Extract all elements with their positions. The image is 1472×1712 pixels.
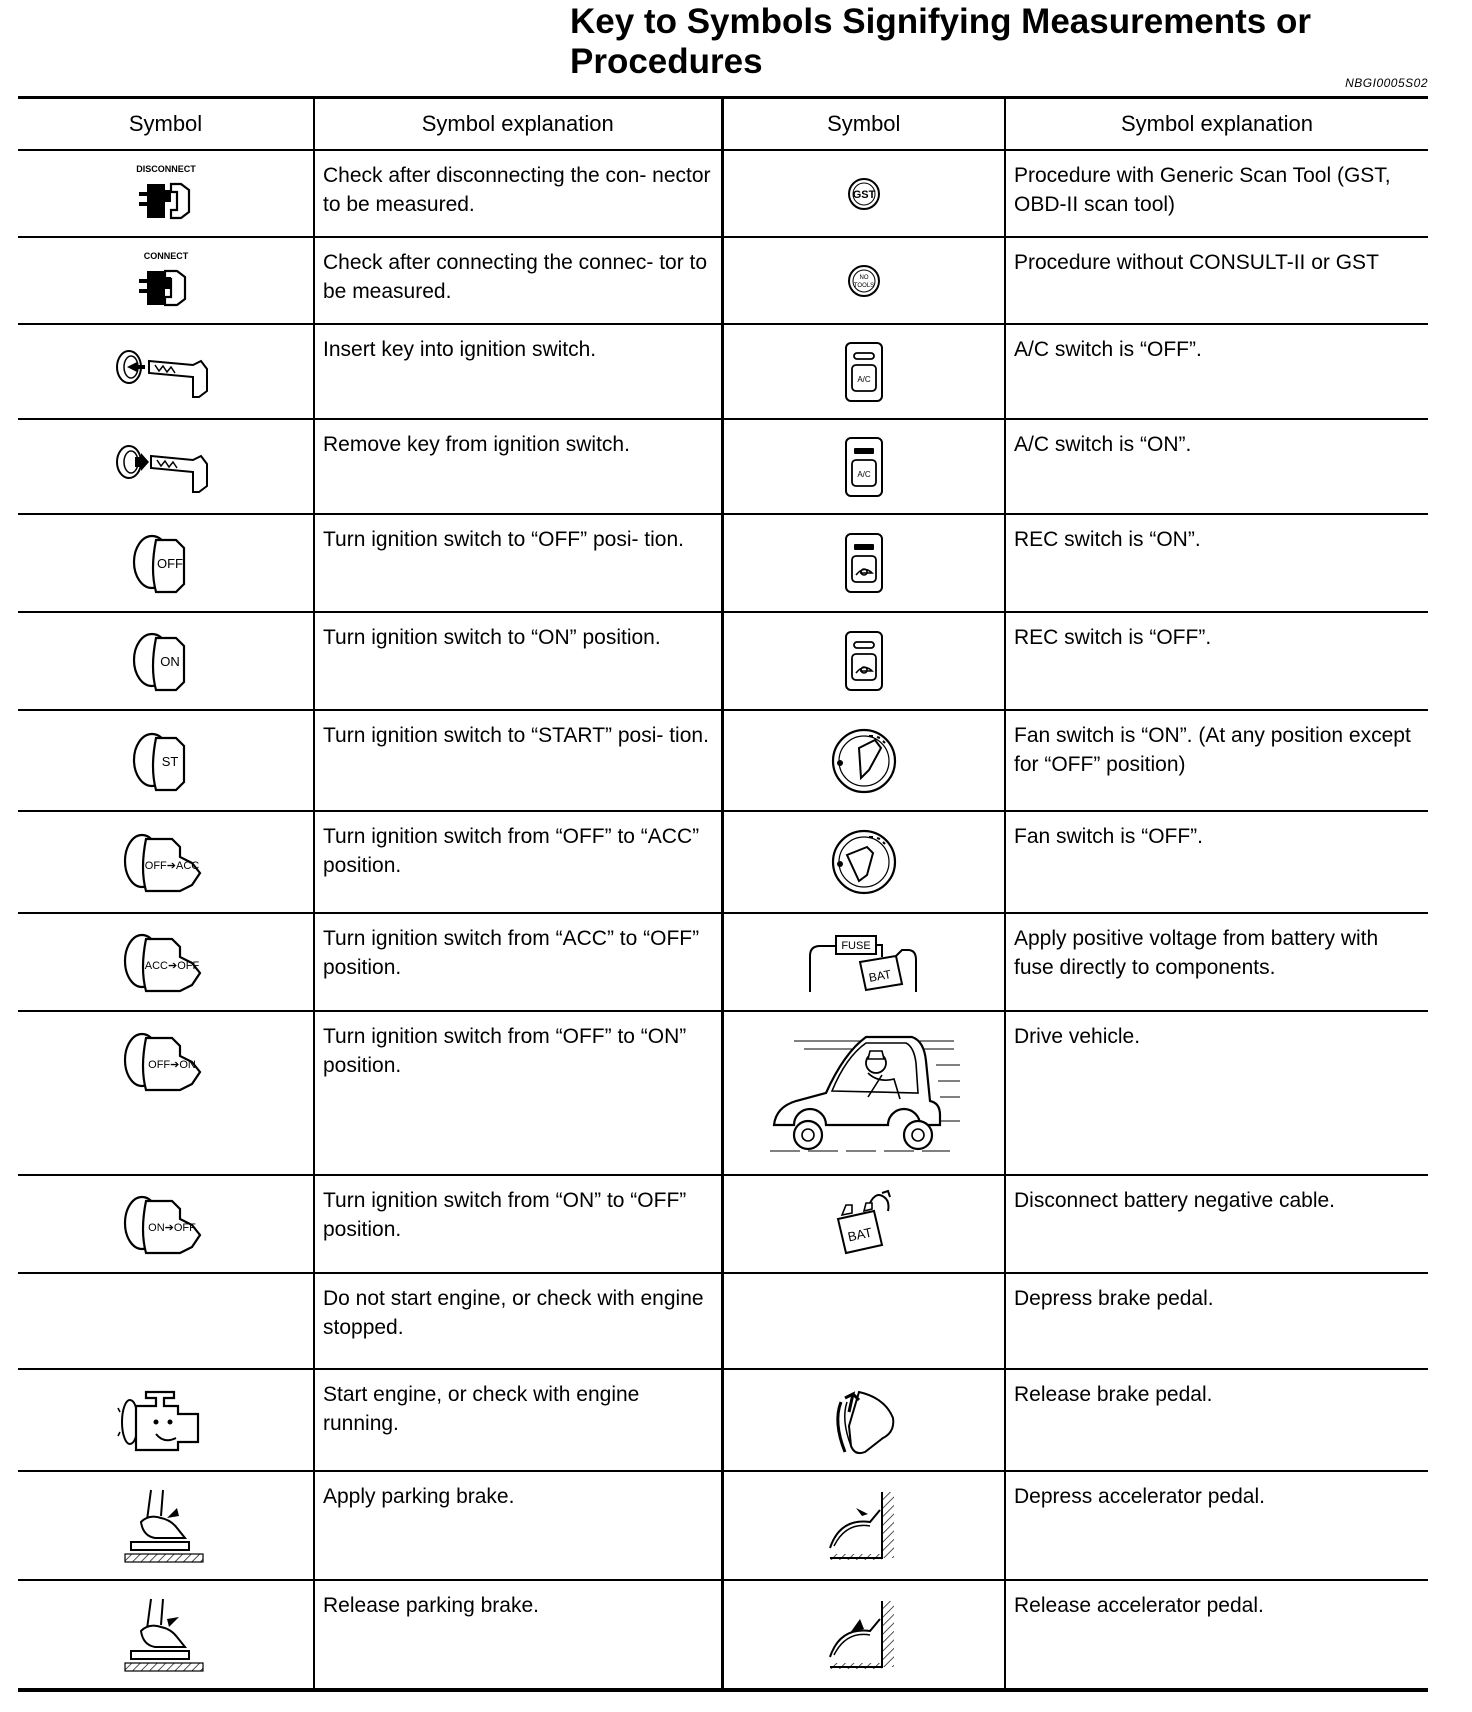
left-explanation: Do not start engine, or check with engine stopped. (314, 1273, 722, 1369)
connect-label: CONNECT (143, 250, 188, 261)
table-row (18, 150, 1428, 237)
right-explanation: Release accelerator pedal. (1005, 1580, 1428, 1690)
right-explanation: Procedure without CONSULT-II or GST (1005, 237, 1428, 324)
bat-label: BAT (846, 1224, 874, 1245)
off-on-label: OFF➔ON (147, 1059, 196, 1071)
apply-parking-brake-icon (121, 1488, 211, 1564)
depress-accelerator-icon (826, 1488, 902, 1564)
gst-icon (844, 174, 884, 214)
ignition-on-to-off-icon (118, 1187, 214, 1261)
no-tools-icon (844, 261, 884, 301)
right-explanation: Release brake pedal. (1005, 1369, 1428, 1471)
no-tools-label-2: TOOLS (853, 282, 874, 289)
table-row (18, 1369, 1428, 1471)
disconnect-label: DISCONNECT (135, 163, 196, 174)
left-explanation: Insert key into ignition switch. (314, 324, 722, 419)
left-explanation: Apply parking brake. (314, 1471, 722, 1580)
right-explanation: Drive vehicle. (1005, 1011, 1428, 1175)
remove-key-icon (111, 432, 221, 502)
right-explanation: A/C switch is “ON”. (1005, 419, 1428, 514)
ac-switch-off-icon (842, 341, 886, 403)
left-explanation: Turn ignition switch from “OFF” to “ACC” position. (314, 811, 722, 913)
drive-vehicle-icon (764, 1025, 964, 1161)
right-explanation: Depress brake pedal. (1005, 1273, 1428, 1369)
right-explanation: REC switch is “ON”. (1005, 514, 1428, 612)
table-row (18, 612, 1428, 710)
right-explanation: Fan switch is “OFF”. (1005, 811, 1428, 913)
connect-connector-icon (121, 249, 211, 313)
header-symbol-left: Symbol (18, 98, 314, 151)
release-brake-pedal-icon (829, 1382, 899, 1458)
document-code: NBGI0005S02 (1345, 76, 1428, 90)
table-row (18, 237, 1428, 324)
left-explanation: Turn ignition switch to “ON” position. (314, 612, 722, 710)
ignition-off-to-acc-icon (118, 825, 214, 899)
table-row (18, 1580, 1428, 1690)
ignition-acc-to-off-icon (118, 925, 214, 999)
table-row (18, 913, 1428, 1011)
off-acc-label: OFF➔ACC (144, 860, 199, 872)
right-explanation: Procedure with Generic Scan Tool (GST, OBD-II scan tool) (1005, 150, 1428, 237)
rec-switch-on-icon (842, 532, 886, 594)
acc-off-label: ACC➔OFF (144, 960, 199, 972)
rec-switch-off-icon (842, 630, 886, 692)
disconnect-connector-icon (121, 162, 211, 226)
symbols-table (18, 96, 1428, 1692)
gst-label: GST (852, 188, 876, 201)
page-title: Key to Symbols Signifying Measurements or Procedures (570, 2, 1311, 81)
left-explanation: Check after disconnecting the con- nector to be measured. (314, 150, 722, 237)
fuse-label: FUSE (841, 940, 871, 952)
on-off-label: ON➔OFF (147, 1222, 196, 1234)
header-explanation-left: Symbol explanation (314, 98, 722, 151)
table-row (18, 324, 1428, 419)
table-row (18, 1011, 1428, 1175)
right-explanation: REC switch is “OFF”. (1005, 612, 1428, 710)
table-row (18, 1471, 1428, 1580)
release-accelerator-icon (826, 1597, 902, 1673)
fan-switch-on-icon (829, 726, 899, 796)
left-explanation: Check after connecting the connec- tor to be measured. (314, 237, 722, 324)
right-explanation: Apply positive voltage from battery with fuse directly to components. (1005, 913, 1428, 1011)
bat-label: BAT (867, 967, 893, 985)
battery-disconnect-icon (824, 1189, 904, 1259)
insert-key-icon (111, 337, 221, 407)
table-row (18, 811, 1428, 913)
left-explanation: Turn ignition switch to “OFF” posi- tion. (314, 514, 722, 612)
left-explanation: Turn ignition switch from “OFF” to “ON” position. (314, 1011, 722, 1175)
off-label: OFF (156, 556, 183, 571)
table-row (18, 419, 1428, 514)
header-symbol-right: Symbol (722, 98, 1005, 151)
right-explanation: Disconnect battery negative cable. (1005, 1175, 1428, 1273)
no-tools-label-1: NO (859, 274, 869, 281)
release-parking-brake-icon (121, 1597, 211, 1673)
left-explanation: Release parking brake. (314, 1580, 722, 1690)
ac-label: A/C (857, 374, 871, 384)
table-header-row (18, 98, 1428, 151)
left-explanation: Turn ignition switch from “ACC” to “OFF” position. (314, 913, 722, 1011)
header-explanation-right: Symbol explanation (1005, 98, 1428, 151)
ignition-off-icon (126, 526, 206, 600)
ac-label: A/C (857, 469, 871, 479)
engine-running-icon (116, 1382, 216, 1458)
table-row (18, 1273, 1428, 1369)
table-row (18, 1175, 1428, 1273)
left-explanation: Start engine, or check with engine running. (314, 1369, 722, 1471)
ignition-on-icon (126, 624, 206, 698)
battery-fuse-icon (804, 928, 924, 996)
fan-switch-off-icon (829, 827, 899, 897)
table-row (18, 514, 1428, 612)
right-explanation: Depress accelerator pedal. (1005, 1471, 1428, 1580)
left-explanation: Turn ignition switch to “START” posi- tion. (314, 710, 722, 811)
right-explanation: A/C switch is “OFF”. (1005, 324, 1428, 419)
ac-switch-on-icon (842, 436, 886, 498)
on-label: ON (159, 654, 180, 669)
ignition-off-to-on-icon (118, 1024, 214, 1098)
table-row (18, 710, 1428, 811)
right-explanation: Fan switch is “ON”. (At any position except for “OFF” position) (1005, 710, 1428, 811)
left-explanation: Turn ignition switch from “ON” to “OFF” position. (314, 1175, 722, 1273)
ignition-start-icon (126, 724, 206, 798)
left-explanation: Remove key from ignition switch. (314, 419, 722, 514)
st-label: ST (161, 753, 178, 769)
